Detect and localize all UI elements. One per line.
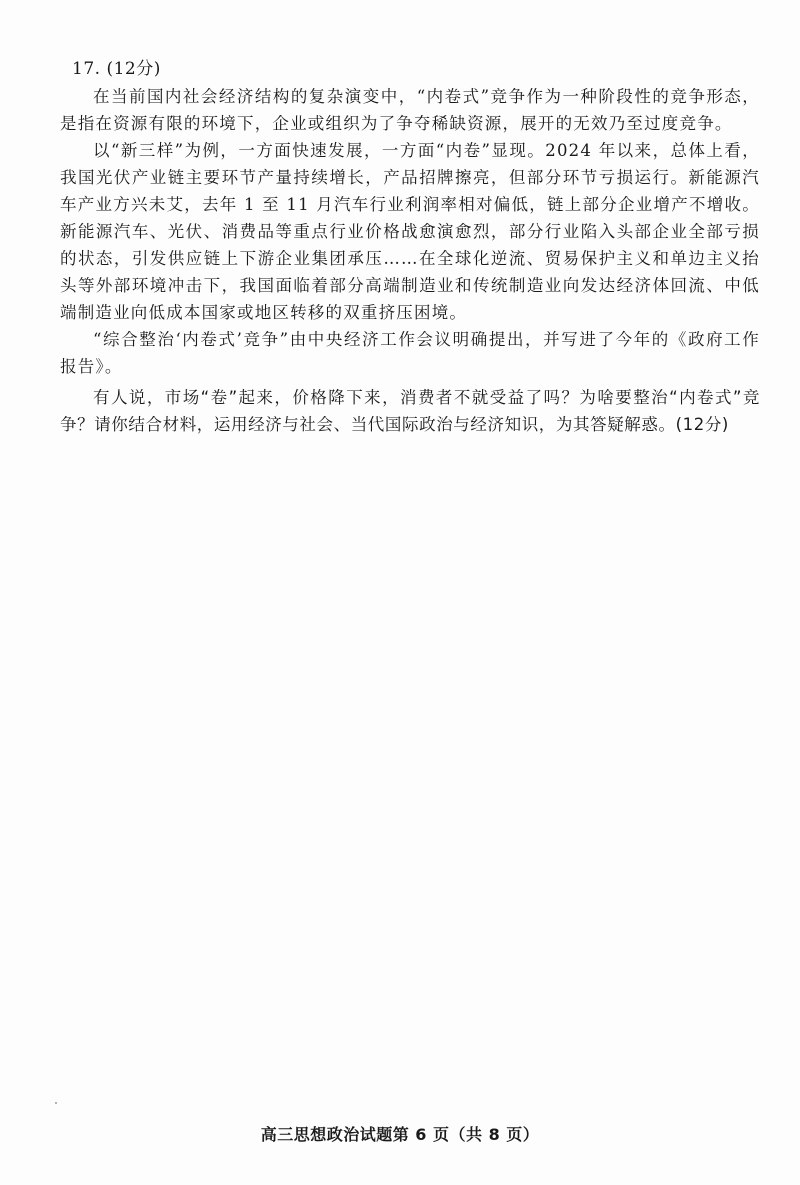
material-paragraph-2: 以“新三样”为例，一方面快速发展，一方面“内卷”显现。2024 年以来，总体上看，我国光伏产业链主要环节产量持续增长，产品招牌擦亮，但部分环节亏损运行。新能源汽车产业方兴未艾，去年 1 至 11 月汽车行业利润率相对偏低，链上部分企业增产不增收。新能源汽车、光伏、消费品等重点行业价格战愈演愈烈，部分行业陷入头部企业全部亏损的状态，引发供应链上下游企业集团承压……在全球化逆流、贸易保护主义和单边主义抬头等外部环境冲击下，我国面临着部分高端制造业和传统制造业向发达经济体回流、中低端制造业向低成本国家或地区转移的双重挤压困境。 — [60, 141, 760, 322]
question-prompt: 有人说，市场“卷”起来，价格降下来，消费者不就受益了吗？为啥要整治“内卷式”竞争？请你结合材料，运用经济与社会、当代国际政治与经济知识，为其答疑解惑。(12分) — [60, 388, 760, 434]
material-paragraph-3: “综合整治‘内卷式’竞争”由中央经济工作会议明确提出，并写进了今年的《政府工作报告》。 — [60, 330, 760, 376]
question-number-header: 17. (12分) — [72, 59, 161, 79]
scan-speck — [55, 1102, 57, 1104]
material-paragraph-1: 在当前国内社会经济结构的复杂演变中，“内卷式”竞争作为一种阶段性的竞争形态，是指在资源有限的环境下，企业或组织为了争夺稀缺资源，展开的无效乃至过度竞争。 — [60, 87, 760, 133]
question-block — [60, 56, 760, 438]
page-footer: 高三思想政治试题第 6 页（共 8 页） — [260, 1125, 540, 1144]
